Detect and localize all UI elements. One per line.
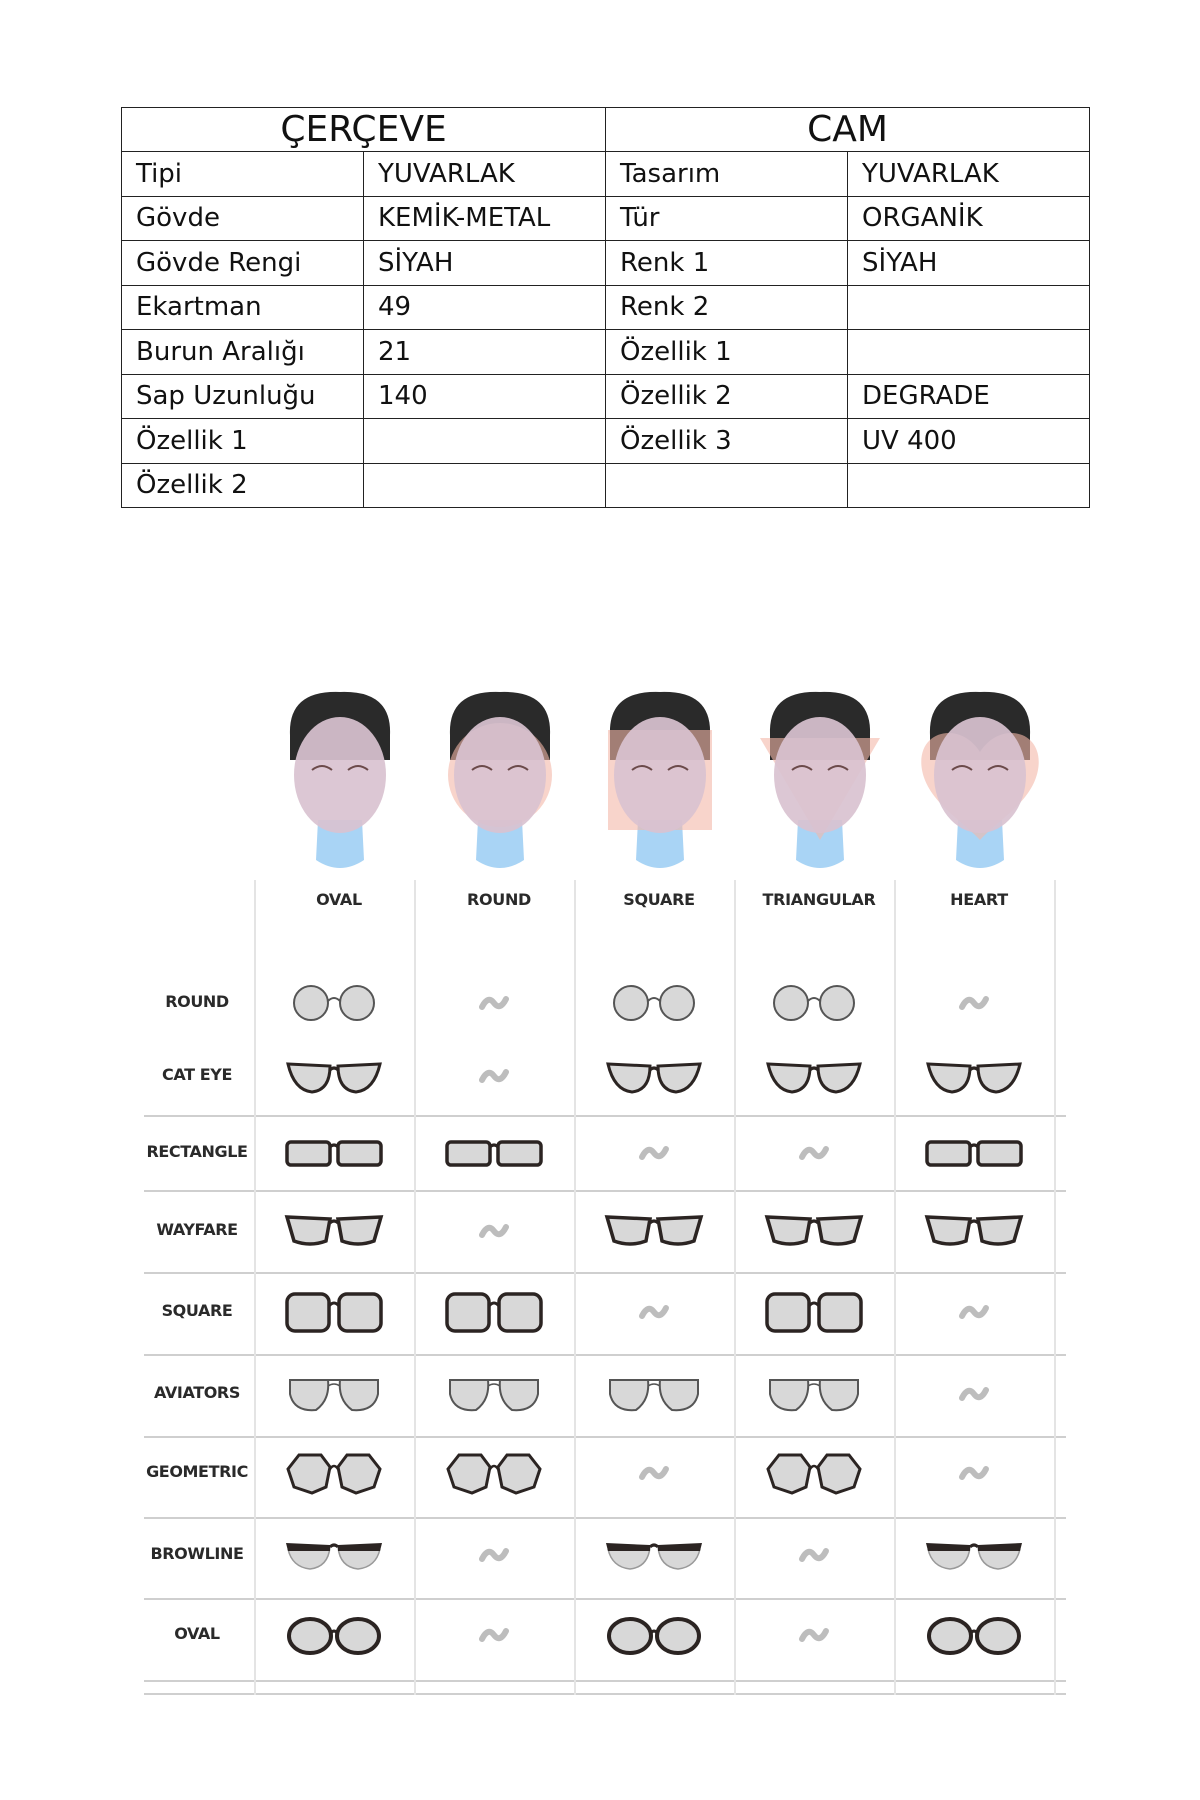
frame-value [364, 463, 606, 508]
row-divider [144, 1693, 1066, 1695]
frame-label: Özellik 2 [122, 463, 364, 508]
face-shape-label: TRIANGULAR [762, 890, 876, 909]
wayfare-glasses-icon [594, 1205, 714, 1261]
tilde-icon [434, 1205, 554, 1261]
frame-style-label: RECTANGLE [146, 1142, 248, 1161]
rectangle-glasses-icon [914, 1127, 1034, 1183]
frame-value: 49 [364, 285, 606, 330]
wayfare-glasses-icon [274, 1205, 394, 1261]
face-illustration-round [440, 690, 560, 880]
face-illustration-square [600, 690, 720, 880]
browline-glasses-icon [274, 1529, 394, 1585]
frame-style-label: OVAL [174, 1624, 220, 1643]
lens-value: ORGANİK [848, 196, 1090, 241]
frame-style-label: CAT EYE [161, 1065, 232, 1084]
browline-glasses-icon [914, 1529, 1034, 1585]
lens-value: SİYAH [848, 241, 1090, 286]
square-glasses-icon [434, 1286, 554, 1342]
row-divider [144, 1115, 1066, 1117]
spec-row [122, 419, 1090, 464]
spec-row [122, 285, 1090, 330]
cat-eye-glasses-icon [274, 1050, 394, 1106]
row-divider [144, 1190, 1066, 1192]
face-shape-label: ROUND [466, 890, 532, 909]
cat-eye-glasses-icon [594, 1050, 714, 1106]
geometric-glasses-icon [434, 1447, 554, 1503]
lens-label: Tasarım [606, 152, 848, 197]
frame-style-label: GEOMETRIC [146, 1462, 248, 1481]
frame-label: Özellik 1 [122, 419, 364, 464]
spec-row [122, 374, 1090, 419]
frame-header: ÇERÇEVE [122, 108, 606, 152]
column-divider [414, 880, 416, 1695]
tilde-icon [434, 1529, 554, 1585]
geometric-glasses-icon [754, 1447, 874, 1503]
frame-label: Sap Uzunluğu [122, 374, 364, 419]
aviator-glasses-icon [754, 1368, 874, 1424]
lens-value [848, 285, 1090, 330]
face-illustration-triangular [760, 690, 880, 880]
lens-value: DEGRADE [848, 374, 1090, 419]
spec-table [121, 107, 1090, 508]
lens-label: Renk 2 [606, 285, 848, 330]
lens-value: YUVARLAK [848, 152, 1090, 197]
lens-label: Tür [606, 196, 848, 241]
lens-value [848, 463, 1090, 508]
row-divider [144, 1680, 1066, 1682]
frame-label: Gövde [122, 196, 364, 241]
lens-label: Özellik 2 [606, 374, 848, 419]
aviator-glasses-icon [594, 1368, 714, 1424]
tilde-icon [754, 1609, 874, 1665]
face-shape-label: OVAL [316, 890, 362, 909]
row-divider [144, 1598, 1066, 1600]
face-shape-label: HEART [950, 890, 1008, 909]
column-divider [734, 880, 736, 1695]
geometric-glasses-icon [274, 1447, 394, 1503]
lens-label: Renk 1 [606, 241, 848, 286]
tilde-icon [914, 1447, 1034, 1503]
frame-style-label: AVIATORS [154, 1383, 240, 1402]
spec-header-row [122, 108, 1090, 152]
row-divider [144, 1436, 1066, 1438]
spec-row [122, 330, 1090, 375]
row-divider [144, 1354, 1066, 1356]
column-divider [254, 880, 256, 1695]
spec-row [122, 241, 1090, 286]
frame-label: Gövde Rengi [122, 241, 364, 286]
frame-style-label: SQUARE [161, 1301, 233, 1320]
frame-style-label: ROUND [165, 992, 229, 1011]
cat-eye-glasses-icon [914, 1050, 1034, 1106]
row-divider [144, 1517, 1066, 1519]
browline-glasses-icon [594, 1529, 714, 1585]
row-divider [144, 1272, 1066, 1274]
spec-row [122, 463, 1090, 508]
tilde-icon [754, 1529, 874, 1585]
lens-label: Özellik 1 [606, 330, 848, 375]
tilde-icon [594, 1447, 714, 1503]
spec-row [122, 152, 1090, 197]
frame-value: 21 [364, 330, 606, 375]
tilde-icon [594, 1286, 714, 1342]
face-shape-chart [140, 690, 1070, 1710]
tilde-icon [434, 1050, 554, 1106]
oval-glasses-icon [594, 1609, 714, 1665]
tilde-icon [914, 977, 1034, 1033]
square-glasses-icon [754, 1286, 874, 1342]
lens-label [606, 463, 848, 508]
cat-eye-glasses-icon [754, 1050, 874, 1106]
tilde-icon [594, 1127, 714, 1183]
tilde-icon [434, 1609, 554, 1665]
round-glasses-icon [594, 977, 714, 1033]
frame-value: YUVARLAK [364, 152, 606, 197]
round-glasses-icon [274, 977, 394, 1033]
column-divider [574, 880, 576, 1695]
oval-glasses-icon [914, 1609, 1034, 1665]
tilde-icon [914, 1286, 1034, 1342]
frame-style-label: BROWLINE [150, 1544, 244, 1563]
frame-label: Burun Aralığı [122, 330, 364, 375]
rectangle-glasses-icon [434, 1127, 554, 1183]
column-divider [1054, 880, 1056, 1695]
lens-label: Özellik 3 [606, 419, 848, 464]
lens-value: UV 400 [848, 419, 1090, 464]
wayfare-glasses-icon [754, 1205, 874, 1261]
frame-label: Ekartman [122, 285, 364, 330]
rectangle-glasses-icon [274, 1127, 394, 1183]
frame-label: Tipi [122, 152, 364, 197]
lens-header: CAM [606, 108, 1090, 152]
oval-glasses-icon [274, 1609, 394, 1665]
tilde-icon [434, 977, 554, 1033]
column-divider [894, 880, 896, 1695]
wayfare-glasses-icon [914, 1205, 1034, 1261]
lens-value [848, 330, 1090, 375]
frame-value [364, 419, 606, 464]
tilde-icon [754, 1127, 874, 1183]
square-glasses-icon [274, 1286, 394, 1342]
frame-value: SİYAH [364, 241, 606, 286]
face-illustration-heart [920, 690, 1040, 880]
frame-style-label: WAYFARE [156, 1220, 238, 1239]
aviator-glasses-icon [274, 1368, 394, 1424]
spec-row [122, 196, 1090, 241]
face-shape-label: SQUARE [623, 890, 695, 909]
frame-value: KEMİK-METAL [364, 196, 606, 241]
frame-value: 140 [364, 374, 606, 419]
face-illustration-oval [280, 690, 400, 880]
round-glasses-icon [754, 977, 874, 1033]
tilde-icon [914, 1368, 1034, 1424]
aviator-glasses-icon [434, 1368, 554, 1424]
